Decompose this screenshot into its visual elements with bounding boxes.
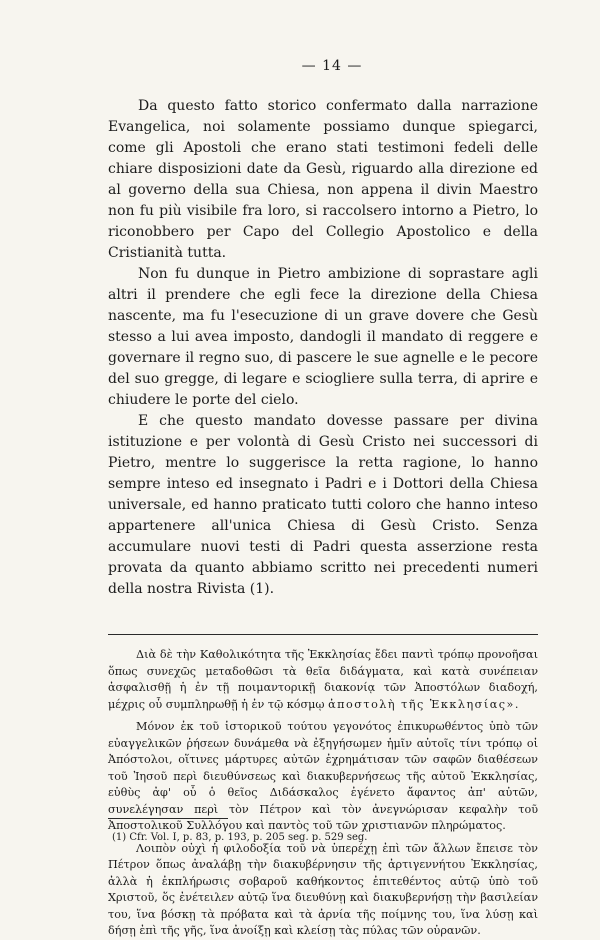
greek-paragraph-1-text: Διὰ δὲ τὴν Καθολικότητα τῆς Ἐκκλησίας ἔδει παντὶ τρόπῳ προνοῆσαι ὅπως συνεχῶς μεταδοθῶσι τὰ θεῖα διδάγματα, καὶ κατὰ συνέπειαν ἀσφαλισθῇ ἡ ἐν τῇ ποιμαντορικῇ διακονίᾳ τῶν Ἀποστόλων διαδοχή, μέχρις οὗ συμπληρωθῇ ἡ ἐν τῷ κόσμῳ bbox=[108, 648, 538, 711]
greek-paragraph-1 bbox=[108, 647, 538, 713]
footnote-divider bbox=[108, 818, 228, 819]
section-divider bbox=[108, 634, 538, 635]
page-number: — 14 — bbox=[301, 58, 363, 74]
footnote-text: (1) Cfr. Vol. I, p. 83, p. 193, p. 205 seg. p. 529 seg. bbox=[112, 832, 368, 843]
paragraph-2: Non fu dunque in Pietro ambizione di soprastare agli altri il prendere che egli fece la direzione della Chiesa nascente, ma fu l'esecuzione di un grave dovere che Gesù stesso a lui avea imposto, dandogli il mandato di reggere e governare il regno suo, di pascere le sue agnelle e le pecore del suo gregge, di legare e sciogliere sulla terra, di aprire e chiudere le porte del cielo. bbox=[108, 266, 538, 408]
footnote bbox=[108, 818, 538, 845]
greek-paragraph-2: Μόνον ἐκ τοῦ ἱστορικοῦ τούτου γεγονότος ἐπικυρωθέντος ὑπὸ τῶν εὐαγγελικῶν ῥήσεων δυνάμεθα νὰ ἐξηγήσωμεν ἡμῖν αὐτοῖς τίνι τρόπῳ οἱ Ἀπόστολοι, οἵτινες μάρτυρες αὐτῶν ἐχρημάτισαν τῶν σαφῶν διαθέσεων τοῦ Ἰησοῦ περὶ διευθύνσεως καὶ διακυβερνήσεως τῆς αὐτοῦ Ἐκκλησίας, εὐθὺς ἀφ' οὗ ὁ θεῖος Διδάσκαλος ἐγένετο ἄφαντος ἀπ' αὐτῶν, συνελέγησαν περὶ τὸν Πέτρον καὶ τὸν ἀνεγνώρισαν κεφαλὴν τοῦ Ἀποστολικοῦ Συλλόγου καὶ παντὸς τοῦ τῶν χριστιανῶν πληρώματος. bbox=[108, 720, 538, 832]
paragraph-1: Da questo fatto storico confermato dalla narrazione Evangelica, noi solamente possiamo dunque spiegarci, come gli Apostoli che erano stati testimoni fedeli delle chiare disposizioni date da Gesù, riguardo alla direzione ed al governo della sua Chiesa, non appena il divin Maestro non fu più visibile fra loro, si raccolsero intorno a Pietro, lo riconobbero per Capo del Collegio Apostolico e della Cristianità tutta. bbox=[108, 98, 538, 261]
greek-translation bbox=[108, 647, 538, 940]
italian-body bbox=[108, 96, 538, 600]
greek-paragraph-3: Λοιπὸν οὐχὶ ἡ φιλοδοξία τοῦ νὰ ὑπερέχῃ ἐπὶ τῶν ἄλλων ἔπεισε τὸν Πέτρον ὅπως ἀναλάβῃ τὴν διακυβέρνησιν τῆς ἀρτιγεννήτου Ἐκκλησίας, ἀλλὰ ἡ ἐκπλήρωσις σοβαροῦ καθήκοντος ἐπιτεθέντος αὐτῷ ὑπὸ τοῦ Χριστοῦ, ὅς ἐνέτειλεν αὐτῷ ἵνα διευθύνῃ καὶ διακυβερνήσῃ τὴν βασιλείαν του, ἵνα βόσκῃ τὰ πρόβατα καὶ τὰ ἀρνία τῆς ποίμνης του, ἵνα λύσῃ καὶ δήσῃ ἐπὶ τῆς γῆς, ἵνα ἀνοίξῃ καὶ κλείσῃ τὰς πύλας τῶν οὐρανῶν. bbox=[108, 841, 538, 937]
greek-paragraph-1-spaced: ἀποστολὴ τῆς Ἐκκλησίας». bbox=[328, 697, 520, 711]
paragraph-3: E che questo mandato dovesse passare per divina istituzione e per volontà di Gesù Cristo nei successori di Pietro, mentre lo suggerisce la retta ragione, lo hanno sempre inteso ed insegnato i Padri e i Dottori della Chiesa universale, ed hanno praticato tutti coloro che hanno inteso appartenere all'unica Chiesa di Gesù Cristo. Senza accumulare nuovi testi di Padri questa asserzione resta provata da quanto abbiamo scritto nei precedenti numeri della nostra Rivista (1). bbox=[108, 413, 538, 597]
